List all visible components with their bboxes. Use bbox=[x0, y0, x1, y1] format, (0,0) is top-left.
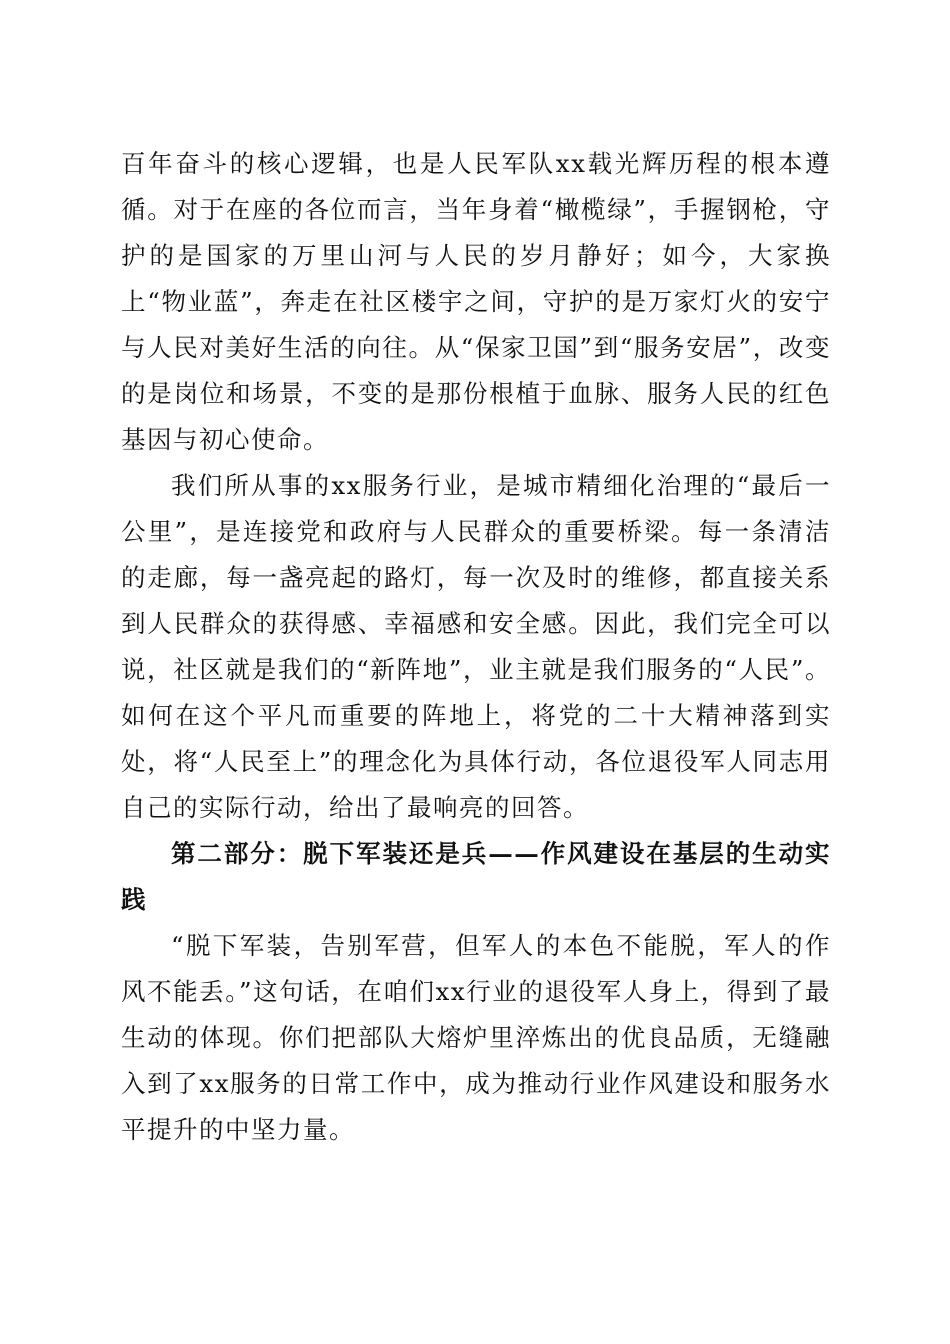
paragraph-2: 我们所从事的xx服务行业，是城市精细化治理的“最后一公里”，是连接党和政府与人民群众的重要桥梁。每一条清洁的走廊，每一盏亮起的路灯，每一次及时的维修，都直接关系到人民群众的获得感、幸福感和安全感。因此，我们完全可以说，社区就是我们的“新阵地”，业主就是我们服务的“人民”。如何在这个平凡而重要的阵地上，将党的二十大精神落到实处，将“人民至上”的理念化为具体行动，各位退役军人同志用自己的实际行动，给出了最响亮的回答。 bbox=[121, 471, 831, 822]
section-heading-part-two: 第二部分：脱下军装还是兵——作风建设在基层的生动实践 bbox=[121, 839, 831, 914]
document-body bbox=[121, 141, 831, 1153]
paragraph-3: “脱下军装，告别军营，但军人的本色不能脱，军人的作风不能丢。”这句话，在咱们xx行业的退役军人身上，得到了最生动的体现。你们把部队大熔炉里淬炼出的优良品质，无缝融入到了xx服务的日常工作中，成为推动行业作风建设和服务水平提升的中坚力量。 bbox=[121, 931, 831, 1144]
paragraph-1: 百年奋斗的核心逻辑，也是人民军队xx载光辉历程的根本遵循。对于在座的各位而言，当年身着“橄榄绿”，手握钢枪，守护的是国家的万里山河与人民的岁月静好；如今，大家换上“物业蓝”，奔走在社区楼宇之间，守护的是万家灯火的安宁与人民对美好生活的向往。从“保家卫国”到“服务安居”，改变的是岗位和场景，不变的是那份根植于血脉、服务人民的红色基因与初心使命。 bbox=[121, 149, 831, 454]
